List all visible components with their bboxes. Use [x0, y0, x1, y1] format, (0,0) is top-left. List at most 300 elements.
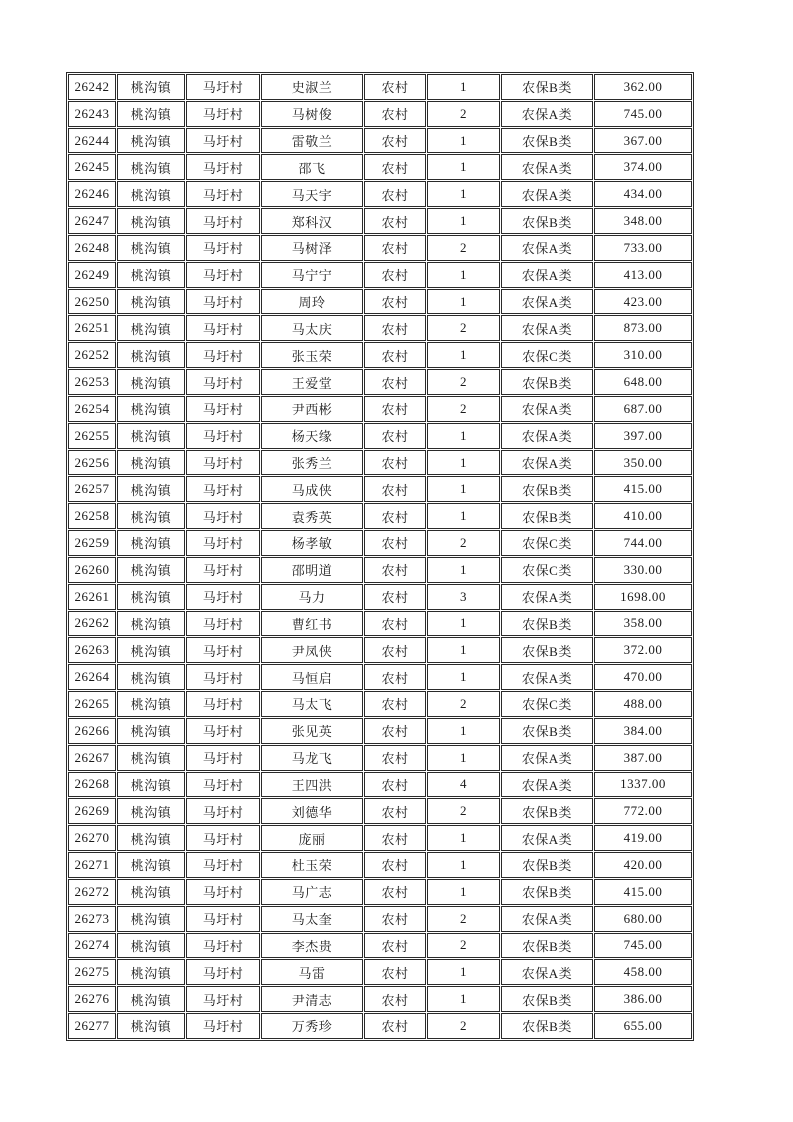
cell-residence-type: 农村: [364, 557, 426, 583]
cell-person-id: 26250: [68, 289, 116, 315]
cell-town: 桃沟镇: [117, 718, 185, 744]
cell-amount: 415.00: [594, 879, 692, 905]
cell-residence-type: 农村: [364, 315, 426, 341]
cell-person-id: 26260: [68, 557, 116, 583]
cell-person-count: 2: [427, 369, 500, 395]
cell-person-count: 2: [427, 906, 500, 932]
cell-town: 桃沟镇: [117, 959, 185, 985]
table-row: [68, 530, 692, 556]
cell-person-name: 王爱堂: [261, 369, 363, 395]
cell-insurance-class: 农保C类: [501, 691, 593, 717]
cell-person-count: 4: [427, 772, 500, 798]
cell-residence-type: 农村: [364, 369, 426, 395]
cell-person-count: 2: [427, 1013, 500, 1039]
cell-village: 马圩村: [186, 74, 260, 100]
cell-amount: 744.00: [594, 530, 692, 556]
cell-village: 马圩村: [186, 691, 260, 717]
cell-village: 马圩村: [186, 986, 260, 1012]
cell-amount: 362.00: [594, 74, 692, 100]
table-row: [68, 584, 692, 610]
cell-residence-type: 农村: [364, 208, 426, 234]
cell-town: 桃沟镇: [117, 423, 185, 449]
cell-insurance-class: 农保B类: [501, 986, 593, 1012]
cell-insurance-class: 农保A类: [501, 906, 593, 932]
cell-amount: 745.00: [594, 101, 692, 127]
table-row: [68, 933, 692, 959]
cell-person-count: 2: [427, 691, 500, 717]
cell-residence-type: 农村: [364, 691, 426, 717]
cell-residence-type: 农村: [364, 74, 426, 100]
cell-person-id: 26242: [68, 74, 116, 100]
cell-town: 桃沟镇: [117, 664, 185, 690]
cell-amount: 374.00: [594, 154, 692, 180]
cell-amount: 648.00: [594, 369, 692, 395]
cell-amount: 745.00: [594, 933, 692, 959]
cell-person-id: 26255: [68, 423, 116, 449]
cell-person-count: 1: [427, 664, 500, 690]
cell-village: 马圩村: [186, 825, 260, 851]
cell-amount: 348.00: [594, 208, 692, 234]
cell-insurance-class: 农保A类: [501, 154, 593, 180]
cell-insurance-class: 农保A类: [501, 664, 593, 690]
table-row: [68, 101, 692, 127]
cell-town: 桃沟镇: [117, 181, 185, 207]
cell-village: 马圩村: [186, 772, 260, 798]
cell-person-id: 26271: [68, 852, 116, 878]
cell-person-count: 1: [427, 423, 500, 449]
cell-residence-type: 农村: [364, 611, 426, 637]
cell-village: 马圩村: [186, 154, 260, 180]
table-row: [68, 745, 692, 771]
cell-person-count: 2: [427, 798, 500, 824]
cell-person-count: 1: [427, 128, 500, 154]
cell-insurance-class: 农保A类: [501, 396, 593, 422]
cell-amount: 1337.00: [594, 772, 692, 798]
cell-town: 桃沟镇: [117, 772, 185, 798]
cell-person-name: 王四洪: [261, 772, 363, 798]
cell-amount: 655.00: [594, 1013, 692, 1039]
cell-amount: 387.00: [594, 745, 692, 771]
cell-person-id: 26273: [68, 906, 116, 932]
cell-town: 桃沟镇: [117, 235, 185, 261]
cell-residence-type: 农村: [364, 584, 426, 610]
cell-residence-type: 农村: [364, 128, 426, 154]
cell-person-count: 1: [427, 476, 500, 502]
cell-person-id: 26253: [68, 369, 116, 395]
cell-town: 桃沟镇: [117, 611, 185, 637]
cell-amount: 415.00: [594, 476, 692, 502]
cell-village: 马圩村: [186, 450, 260, 476]
cell-residence-type: 农村: [364, 986, 426, 1012]
cell-amount: 488.00: [594, 691, 692, 717]
cell-insurance-class: 农保B类: [501, 852, 593, 878]
cell-insurance-class: 农保A类: [501, 101, 593, 127]
cell-town: 桃沟镇: [117, 503, 185, 529]
cell-person-count: 1: [427, 959, 500, 985]
cell-insurance-class: 农保A类: [501, 772, 593, 798]
cell-person-count: 2: [427, 530, 500, 556]
cell-amount: 413.00: [594, 262, 692, 288]
cell-town: 桃沟镇: [117, 691, 185, 717]
cell-town: 桃沟镇: [117, 315, 185, 341]
cell-village: 马圩村: [186, 423, 260, 449]
cell-residence-type: 农村: [364, 852, 426, 878]
cell-town: 桃沟镇: [117, 584, 185, 610]
table-row: [68, 798, 692, 824]
cell-amount: 310.00: [594, 342, 692, 368]
cell-village: 马圩村: [186, 718, 260, 744]
cell-person-id: 26277: [68, 1013, 116, 1039]
cell-town: 桃沟镇: [117, 476, 185, 502]
cell-person-name: 马广志: [261, 879, 363, 905]
cell-person-count: 1: [427, 208, 500, 234]
cell-amount: 470.00: [594, 664, 692, 690]
cell-person-name: 马力: [261, 584, 363, 610]
cell-insurance-class: 农保C类: [501, 557, 593, 583]
cell-person-count: 2: [427, 315, 500, 341]
cell-person-id: 26254: [68, 396, 116, 422]
table-row: [68, 959, 692, 985]
cell-village: 马圩村: [186, 181, 260, 207]
cell-village: 马圩村: [186, 959, 260, 985]
cell-insurance-class: 农保A类: [501, 235, 593, 261]
cell-town: 桃沟镇: [117, 906, 185, 932]
cell-person-name: 万秀珍: [261, 1013, 363, 1039]
cell-village: 马圩村: [186, 476, 260, 502]
cell-person-count: 1: [427, 557, 500, 583]
cell-person-id: 26256: [68, 450, 116, 476]
table-row: [68, 396, 692, 422]
cell-person-name: 马宁宁: [261, 262, 363, 288]
table-row: [68, 315, 692, 341]
cell-person-id: 26264: [68, 664, 116, 690]
cell-person-id: 26251: [68, 315, 116, 341]
cell-insurance-class: 农保B类: [501, 879, 593, 905]
cell-town: 桃沟镇: [117, 637, 185, 663]
cell-residence-type: 农村: [364, 745, 426, 771]
cell-person-id: 26262: [68, 611, 116, 637]
cell-insurance-class: 农保A类: [501, 450, 593, 476]
cell-person-name: 杨孝敏: [261, 530, 363, 556]
cell-town: 桃沟镇: [117, 1013, 185, 1039]
cell-village: 马圩村: [186, 396, 260, 422]
cell-person-name: 马成侠: [261, 476, 363, 502]
cell-town: 桃沟镇: [117, 798, 185, 824]
cell-person-count: 2: [427, 396, 500, 422]
cell-person-id: 26275: [68, 959, 116, 985]
cell-amount: 772.00: [594, 798, 692, 824]
cell-person-count: 1: [427, 718, 500, 744]
cell-residence-type: 农村: [364, 476, 426, 502]
cell-person-count: 1: [427, 637, 500, 663]
cell-residence-type: 农村: [364, 933, 426, 959]
cell-amount: 330.00: [594, 557, 692, 583]
cell-person-name: 杜玉荣: [261, 852, 363, 878]
cell-insurance-class: 农保B类: [501, 369, 593, 395]
cell-residence-type: 农村: [364, 637, 426, 663]
table-row: [68, 181, 692, 207]
cell-insurance-class: 农保A类: [501, 825, 593, 851]
cell-amount: 434.00: [594, 181, 692, 207]
cell-person-name: 马树泽: [261, 235, 363, 261]
cell-insurance-class: 农保A类: [501, 745, 593, 771]
table-row: [68, 262, 692, 288]
cell-amount: 372.00: [594, 637, 692, 663]
cell-person-name: 邵明道: [261, 557, 363, 583]
cell-residence-type: 农村: [364, 906, 426, 932]
benefits-table: [66, 72, 694, 1041]
cell-residence-type: 农村: [364, 289, 426, 315]
cell-person-id: 26269: [68, 798, 116, 824]
cell-town: 桃沟镇: [117, 396, 185, 422]
cell-residence-type: 农村: [364, 262, 426, 288]
cell-person-count: 1: [427, 503, 500, 529]
cell-person-id: 26248: [68, 235, 116, 261]
table-row: [68, 557, 692, 583]
cell-person-id: 26261: [68, 584, 116, 610]
cell-person-name: 尹凤侠: [261, 637, 363, 663]
cell-person-count: 2: [427, 101, 500, 127]
cell-person-id: 26257: [68, 476, 116, 502]
cell-insurance-class: 农保B类: [501, 718, 593, 744]
cell-person-name: 尹清志: [261, 986, 363, 1012]
cell-person-count: 1: [427, 342, 500, 368]
cell-person-id: 26244: [68, 128, 116, 154]
cell-person-count: 1: [427, 611, 500, 637]
cell-town: 桃沟镇: [117, 825, 185, 851]
cell-person-name: 郑科汉: [261, 208, 363, 234]
cell-person-count: 1: [427, 852, 500, 878]
table-row: [68, 852, 692, 878]
cell-person-id: 26266: [68, 718, 116, 744]
cell-insurance-class: 农保B类: [501, 503, 593, 529]
table-row: [68, 611, 692, 637]
table-row: [68, 637, 692, 663]
cell-person-count: 1: [427, 745, 500, 771]
cell-residence-type: 农村: [364, 181, 426, 207]
cell-amount: 350.00: [594, 450, 692, 476]
table-row: [68, 128, 692, 154]
cell-amount: 384.00: [594, 718, 692, 744]
cell-village: 马圩村: [186, 101, 260, 127]
cell-village: 马圩村: [186, 879, 260, 905]
cell-person-name: 马树俊: [261, 101, 363, 127]
cell-person-name: 邵飞: [261, 154, 363, 180]
cell-residence-type: 农村: [364, 772, 426, 798]
cell-town: 桃沟镇: [117, 933, 185, 959]
cell-residence-type: 农村: [364, 423, 426, 449]
cell-village: 马圩村: [186, 584, 260, 610]
cell-amount: 423.00: [594, 289, 692, 315]
cell-person-id: 26258: [68, 503, 116, 529]
cell-residence-type: 农村: [364, 664, 426, 690]
cell-person-name: 马龙飞: [261, 745, 363, 771]
cell-village: 马圩村: [186, 503, 260, 529]
cell-person-id: 26265: [68, 691, 116, 717]
cell-residence-type: 农村: [364, 798, 426, 824]
cell-town: 桃沟镇: [117, 154, 185, 180]
cell-residence-type: 农村: [364, 879, 426, 905]
cell-insurance-class: 农保A类: [501, 959, 593, 985]
cell-person-count: 1: [427, 879, 500, 905]
table-row: [68, 369, 692, 395]
cell-residence-type: 农村: [364, 154, 426, 180]
cell-town: 桃沟镇: [117, 530, 185, 556]
table-row: [68, 986, 692, 1012]
cell-insurance-class: 农保B类: [501, 611, 593, 637]
cell-village: 马圩村: [186, 798, 260, 824]
cell-residence-type: 农村: [364, 959, 426, 985]
cell-town: 桃沟镇: [117, 128, 185, 154]
cell-town: 桃沟镇: [117, 342, 185, 368]
cell-residence-type: 农村: [364, 396, 426, 422]
cell-insurance-class: 农保A类: [501, 181, 593, 207]
cell-amount: 386.00: [594, 986, 692, 1012]
cell-village: 马圩村: [186, 289, 260, 315]
cell-town: 桃沟镇: [117, 879, 185, 905]
table-row: [68, 1013, 692, 1039]
table-row: [68, 208, 692, 234]
cell-person-count: 1: [427, 289, 500, 315]
cell-town: 桃沟镇: [117, 557, 185, 583]
cell-amount: 733.00: [594, 235, 692, 261]
cell-person-id: 26247: [68, 208, 116, 234]
cell-person-id: 26246: [68, 181, 116, 207]
cell-amount: 680.00: [594, 906, 692, 932]
cell-amount: 873.00: [594, 315, 692, 341]
cell-person-id: 26276: [68, 986, 116, 1012]
cell-person-name: 庞丽: [261, 825, 363, 851]
table-row: [68, 154, 692, 180]
cell-village: 马圩村: [186, 369, 260, 395]
cell-person-name: 周玲: [261, 289, 363, 315]
cell-amount: 397.00: [594, 423, 692, 449]
cell-residence-type: 农村: [364, 718, 426, 744]
cell-person-name: 张玉荣: [261, 342, 363, 368]
cell-person-name: 马天宇: [261, 181, 363, 207]
cell-residence-type: 农村: [364, 235, 426, 261]
cell-insurance-class: 农保A类: [501, 423, 593, 449]
cell-person-count: 1: [427, 262, 500, 288]
cell-amount: 1698.00: [594, 584, 692, 610]
cell-person-name: 曹红书: [261, 611, 363, 637]
cell-person-count: 1: [427, 825, 500, 851]
cell-insurance-class: 农保C类: [501, 530, 593, 556]
cell-amount: 687.00: [594, 396, 692, 422]
cell-town: 桃沟镇: [117, 986, 185, 1012]
table-row: [68, 825, 692, 851]
cell-insurance-class: 农保B类: [501, 74, 593, 100]
cell-insurance-class: 农保A类: [501, 262, 593, 288]
cell-person-count: 3: [427, 584, 500, 610]
cell-village: 马圩村: [186, 664, 260, 690]
cell-residence-type: 农村: [364, 825, 426, 851]
cell-insurance-class: 农保A类: [501, 289, 593, 315]
cell-person-id: 26263: [68, 637, 116, 663]
cell-town: 桃沟镇: [117, 369, 185, 395]
cell-village: 马圩村: [186, 208, 260, 234]
table-row: [68, 879, 692, 905]
cell-village: 马圩村: [186, 906, 260, 932]
cell-village: 马圩村: [186, 342, 260, 368]
cell-person-id: 26267: [68, 745, 116, 771]
cell-person-name: 袁秀英: [261, 503, 363, 529]
cell-town: 桃沟镇: [117, 262, 185, 288]
cell-person-count: 1: [427, 986, 500, 1012]
cell-village: 马圩村: [186, 745, 260, 771]
cell-village: 马圩村: [186, 262, 260, 288]
cell-person-name: 李杰贵: [261, 933, 363, 959]
cell-person-name: 雷敬兰: [261, 128, 363, 154]
cell-insurance-class: 农保B类: [501, 1013, 593, 1039]
cell-village: 马圩村: [186, 557, 260, 583]
cell-insurance-class: 农保B类: [501, 798, 593, 824]
cell-town: 桃沟镇: [117, 101, 185, 127]
cell-town: 桃沟镇: [117, 450, 185, 476]
cell-residence-type: 农村: [364, 342, 426, 368]
cell-person-count: 1: [427, 74, 500, 100]
cell-person-id: 26274: [68, 933, 116, 959]
cell-village: 马圩村: [186, 530, 260, 556]
cell-person-name: 张秀兰: [261, 450, 363, 476]
cell-insurance-class: 农保B类: [501, 637, 593, 663]
cell-town: 桃沟镇: [117, 208, 185, 234]
cell-village: 马圩村: [186, 637, 260, 663]
cell-amount: 420.00: [594, 852, 692, 878]
table-row: [68, 423, 692, 449]
table-row: [68, 74, 692, 100]
cell-person-name: 杨天缘: [261, 423, 363, 449]
table-row: [68, 691, 692, 717]
cell-town: 桃沟镇: [117, 289, 185, 315]
table-row: [68, 342, 692, 368]
cell-village: 马圩村: [186, 852, 260, 878]
cell-amount: 410.00: [594, 503, 692, 529]
cell-person-count: 2: [427, 933, 500, 959]
table-row: [68, 718, 692, 744]
cell-residence-type: 农村: [364, 1013, 426, 1039]
cell-person-name: 马雷: [261, 959, 363, 985]
cell-person-name: 马太庆: [261, 315, 363, 341]
cell-person-id: 26252: [68, 342, 116, 368]
cell-insurance-class: 农保C类: [501, 342, 593, 368]
table-row: [68, 664, 692, 690]
cell-amount: 367.00: [594, 128, 692, 154]
table-row: [68, 289, 692, 315]
cell-person-name: 马太奎: [261, 906, 363, 932]
table-row: [68, 235, 692, 261]
cell-village: 马圩村: [186, 1013, 260, 1039]
table-body: [68, 74, 692, 1039]
cell-insurance-class: 农保A类: [501, 315, 593, 341]
cell-residence-type: 农村: [364, 530, 426, 556]
cell-person-count: 1: [427, 181, 500, 207]
cell-amount: 358.00: [594, 611, 692, 637]
cell-town: 桃沟镇: [117, 852, 185, 878]
table-row: [68, 450, 692, 476]
table-row: [68, 772, 692, 798]
cell-village: 马圩村: [186, 128, 260, 154]
cell-person-count: 1: [427, 450, 500, 476]
cell-insurance-class: 农保B类: [501, 933, 593, 959]
cell-person-count: 1: [427, 154, 500, 180]
cell-amount: 458.00: [594, 959, 692, 985]
cell-person-id: 26272: [68, 879, 116, 905]
cell-person-count: 2: [427, 235, 500, 261]
cell-village: 马圩村: [186, 235, 260, 261]
cell-insurance-class: 农保B类: [501, 208, 593, 234]
cell-person-name: 马恒启: [261, 664, 363, 690]
